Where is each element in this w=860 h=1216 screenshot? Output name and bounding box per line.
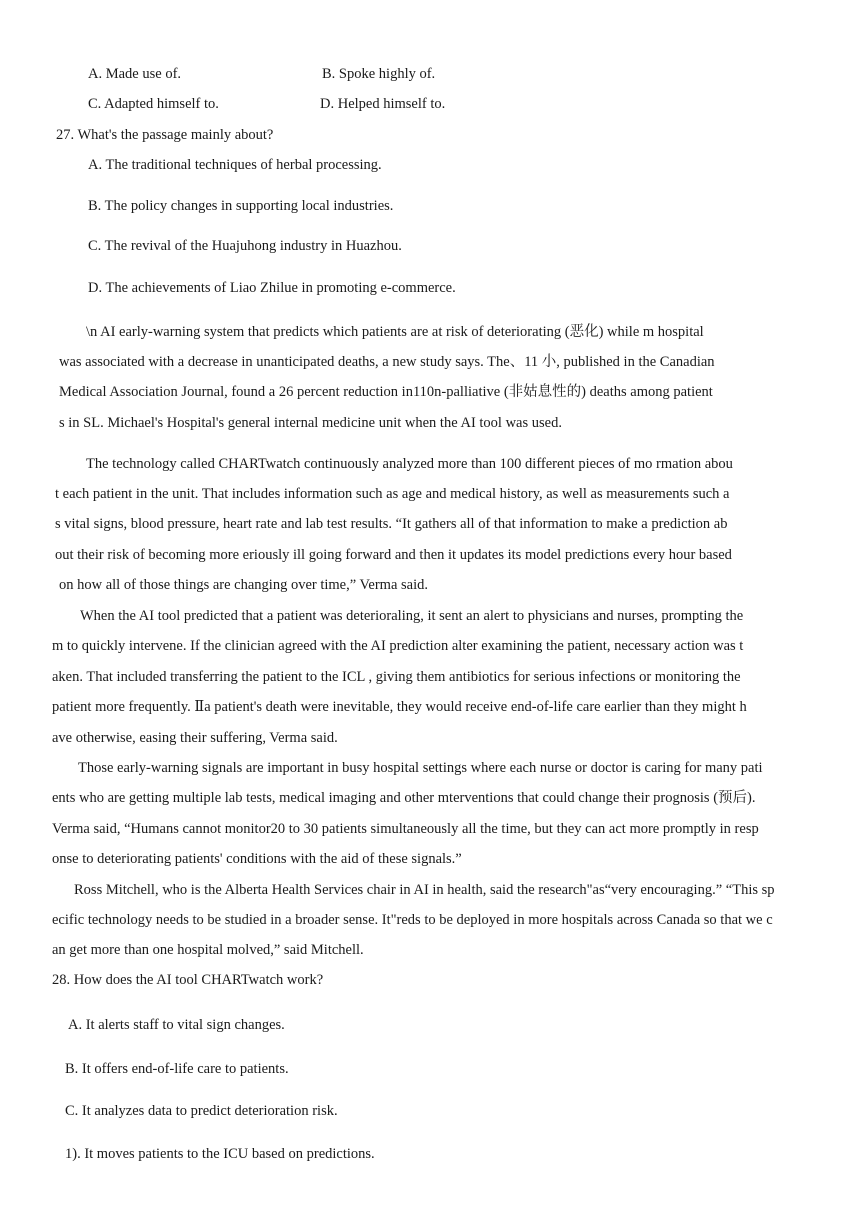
q28-question: 28. How does the AI tool CHARTwatch work? [52,972,324,988]
q26-option-a[interactable]: A. Made use of. [88,66,182,82]
passage-p1-line: s in SL. Michael's Hospital's general internal medicine unit when the AI tool was used. [59,415,562,431]
passage-p3-line: aken. That included transferring the patient to the ICL , giving them antibiotics for serious infections or monitoring the [52,669,741,685]
passage-p1-line: \n AI early-warning system that predicts which patients are at risk of deteriorating (恶化) while m hospital [86,324,704,340]
q28-option-d[interactable]: 1). It moves patients to the ICU based on predictions. [65,1146,375,1162]
passage-p3-line: m to quickly intervene. If the clinician agreed with the AI prediction alter examining the patient, necessary action was t [52,638,744,654]
passage-p4-line: Verma said, “Humans cannot monitor20 to 30 patients simultaneously all the time, but they can act more promptly in resp [52,821,759,837]
passage-p2-line: s vital signs, blood pressure, heart rate and lab test results. “It gathers all of that information to make a prediction ab [55,516,728,532]
passage-p5-line: an get more than one hospital molved,” said Mitchell. [52,942,364,958]
q27-question: 27. What's the passage mainly about? [56,127,274,143]
passage-p4-line: Those early-warning signals are important in busy hospital settings where each nurse or doctor is caring for many pati [78,760,763,776]
passage-p4-line: onse to deteriorating patients' conditions with the aid of these signals.” [52,851,462,867]
q27-option-c[interactable]: C. The revival of the Huajuhong industry in Huazhou. [88,238,402,254]
passage-p5-line: Ross Mitchell, who is the Alberta Health Services chair in AI in health, said the research"as“very encouraging.” “This sp [74,882,775,898]
q27-option-b[interactable]: B. The policy changes in supporting local industries. [88,198,394,214]
q28-option-b[interactable]: B. It offers end-of-life care to patients. [65,1061,289,1077]
q27-option-a[interactable]: A. The traditional techniques of herbal processing. [88,157,382,173]
passage-p3-line: patient more frequently. Ⅱa patient's death were inevitable, they would receive end-of-life care earlier than they might h [52,699,747,715]
q27-option-d[interactable]: D. The achievements of Liao Zhilue in promoting e-commerce. [88,280,456,296]
passage-p1-line: Medical Association Journal, found a 26 percent reduction in110n-palliative (非姑息性的) deaths among patient [59,384,713,400]
q28-option-a[interactable]: A. It alerts staff to vital sign changes. [68,1017,285,1033]
passage-p2-line: t each patient in the unit. That includes information such as age and medical history, as well as measurements such a [55,486,730,502]
passage-p2-line: The technology called CHARTwatch continuously analyzed more than 100 different pieces of mo rmation abou [86,456,733,472]
passage-p3-line: When the AI tool predicted that a patient was deterioraling, it sent an alert to physicians and nurses, prompting the [80,608,744,624]
q26-option-b[interactable]: B. Spoke highly of. [322,66,436,82]
q26-option-d[interactable]: D. Helped himself to. [320,96,446,112]
q26-option-c[interactable]: C. Adapted himself to. [88,96,219,112]
passage-p4-line: ents who are getting multiple lab tests, medical imaging and other mterventions that could change their prognosis (预后). [52,790,756,806]
passage-p2-line: out their risk of becoming more eriously ill going forward and then it updates its model predictions every hour based [55,547,732,563]
q28-option-c[interactable]: C. It analyzes data to predict deterioration risk. [65,1103,338,1119]
passage-p2-line: on how all of those things are changing over time,” Verma said. [59,577,428,593]
passage-p3-line: ave otherwise, easing their suffering, Verma said. [52,730,338,746]
passage-p1-line: was associated with a decrease in unanticipated deaths, a new study says. The、11 小, published in the Canadian [59,354,715,370]
passage-p5-line: ecific technology needs to be studied in a broader sense. It"reds to be deployed in more hospitals across Canada so that we c [52,912,773,928]
